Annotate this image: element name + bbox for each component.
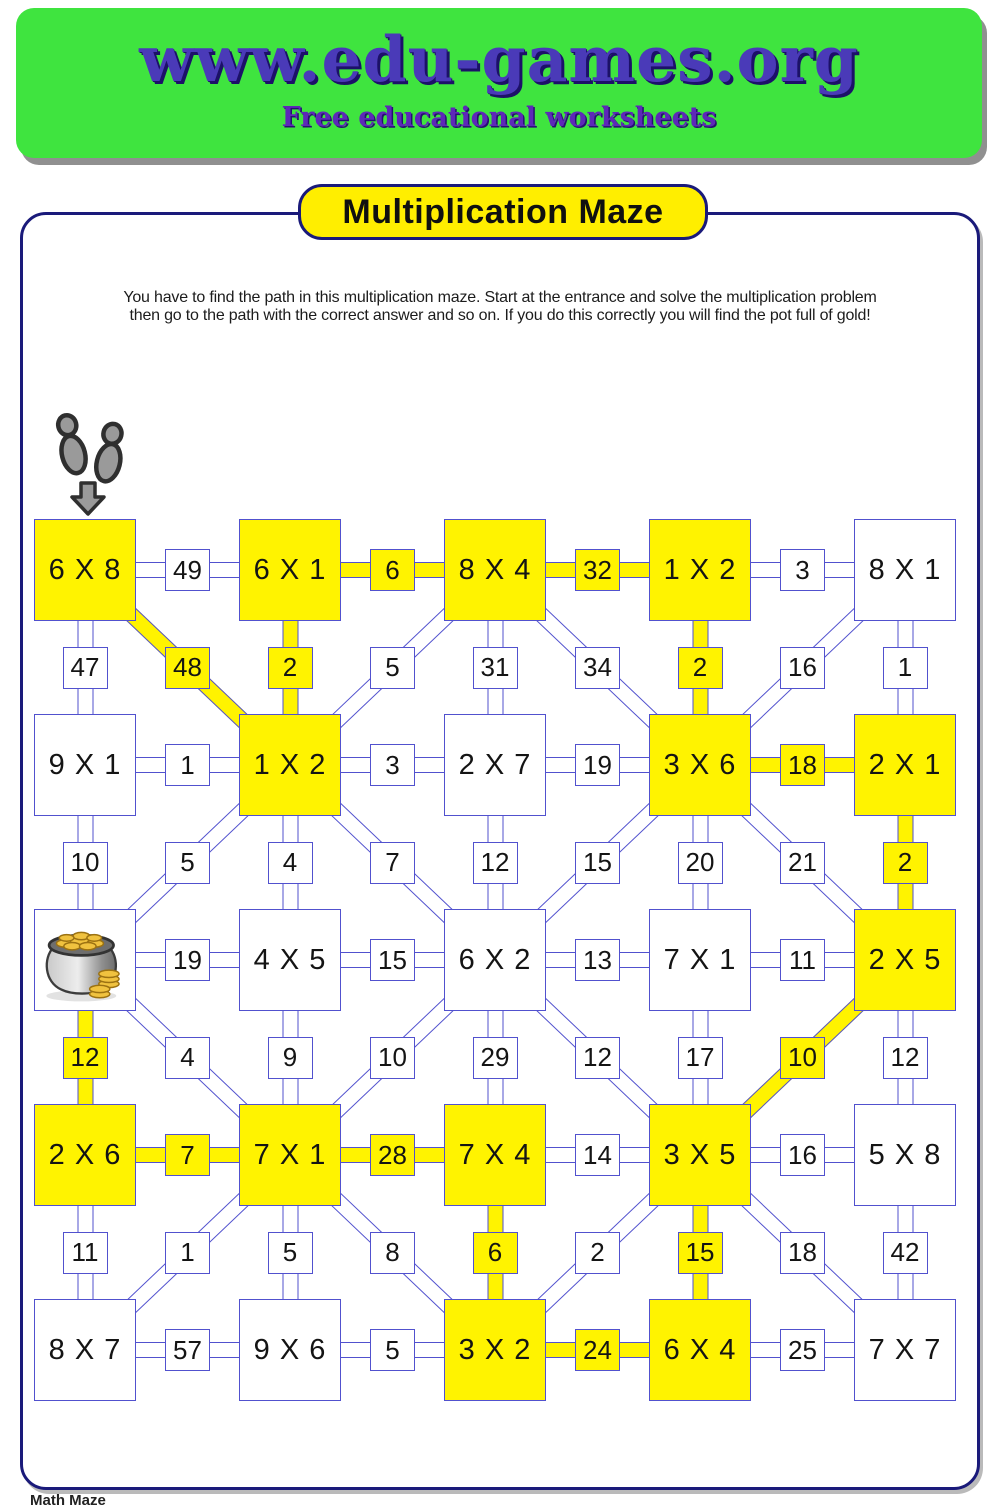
- problem-cell: [239, 1299, 341, 1401]
- answer-cell: [883, 647, 928, 689]
- answer-label: 24: [583, 1334, 612, 1365]
- answer-label: 17: [685, 1042, 715, 1072]
- answer-cell: [165, 842, 210, 884]
- problem-label: 9 X 1: [48, 748, 122, 781]
- answer-label: 6: [385, 554, 400, 585]
- answer-label: 12: [480, 847, 510, 877]
- problem-cell: [444, 714, 546, 816]
- problem-cell: [854, 909, 956, 1011]
- footprints-icon: [55, 408, 135, 484]
- problem-label: 7 X 1: [663, 943, 737, 976]
- answer-label: 5: [385, 1334, 400, 1365]
- answer-label: 1: [180, 1237, 195, 1267]
- answer-cell: [63, 842, 108, 884]
- problem-label: 1 X 2: [663, 553, 737, 586]
- answer-label: 57: [173, 1334, 202, 1365]
- answer-cell: [165, 1232, 210, 1274]
- answer-cell: [575, 549, 620, 591]
- answer-cell: [268, 647, 313, 689]
- answer-cell: [370, 939, 415, 981]
- problem-label: 8 X 4: [458, 553, 532, 586]
- answer-cell: [575, 1232, 620, 1274]
- answer-label: 15: [583, 847, 612, 877]
- problem-label: 6 X 8: [48, 553, 122, 586]
- problem-label: 7 X 1: [253, 1138, 327, 1171]
- answer-cell: [780, 1037, 825, 1079]
- answer-label: 10: [70, 847, 100, 877]
- problem-cell: [239, 519, 341, 621]
- answer-label: 1: [897, 652, 913, 682]
- answer-cell: [780, 842, 825, 884]
- answer-cell: [268, 1232, 313, 1274]
- answer-cell: [473, 842, 518, 884]
- answer-cell: [678, 1232, 723, 1274]
- answer-label: 4: [282, 847, 298, 877]
- answer-label: 48: [173, 652, 202, 682]
- answer-label: 2: [590, 1237, 605, 1267]
- answer-cell: [165, 549, 210, 591]
- answer-cell: [575, 842, 620, 884]
- answer-cell: [575, 1037, 620, 1079]
- problem-cell: [649, 714, 751, 816]
- problem-cell: [649, 519, 751, 621]
- answer-label: 47: [70, 652, 100, 682]
- problem-label: 8 X 1: [868, 553, 942, 586]
- answer-label: 18: [788, 749, 817, 780]
- answer-cell: [165, 939, 210, 981]
- problem-label: 3 X 2: [458, 1333, 532, 1366]
- problem-cell: [854, 519, 956, 621]
- answer-cell: [165, 647, 210, 689]
- problem-cell: [649, 1104, 751, 1206]
- answer-cell: [370, 647, 415, 689]
- answer-cell: [370, 1037, 415, 1079]
- answer-cell: [473, 1232, 518, 1274]
- answer-label: 31: [480, 652, 510, 682]
- problem-cell: [34, 1299, 136, 1401]
- problem-cell: [239, 1104, 341, 1206]
- answer-label: 3: [795, 554, 810, 585]
- answer-label: 29: [480, 1042, 510, 1072]
- answer-label: 16: [788, 652, 817, 682]
- problem-label: 2 X 7: [458, 748, 532, 781]
- answer-cell: [473, 647, 518, 689]
- problem-cell: [34, 714, 136, 816]
- answer-label: 12: [890, 1042, 920, 1072]
- answer-cell: [780, 744, 825, 786]
- problem-label: 7 X 4: [458, 1138, 532, 1171]
- problem-cell: [854, 1104, 956, 1206]
- problem-label: 2 X 5: [868, 943, 942, 976]
- worksheet-title: Multiplication Maze: [342, 192, 664, 231]
- answer-label: 21: [788, 847, 817, 877]
- problem-label: 6 X 2: [458, 943, 532, 976]
- answer-label: 10: [378, 1042, 407, 1072]
- problem-cell: [239, 714, 341, 816]
- answer-cell: [370, 1329, 415, 1371]
- problem-cell: [854, 714, 956, 816]
- answer-cell: [678, 842, 723, 884]
- problem-cell: [444, 909, 546, 1011]
- pot-of-gold-cell: [34, 909, 136, 1011]
- instructions-line-2: then go to the path with the correct answer and so on. If you do this correctly you will find the pot full of gold!: [129, 307, 871, 324]
- answer-cell: [165, 744, 210, 786]
- answer-cell: [370, 1134, 415, 1176]
- answer-cell: [473, 1037, 518, 1079]
- problem-label: 2 X 6: [48, 1138, 122, 1171]
- answer-label: 2: [897, 847, 913, 877]
- answer-cell: [370, 744, 415, 786]
- answer-label: 42: [890, 1237, 920, 1267]
- answer-cell: [575, 939, 620, 981]
- answer-label: 12: [70, 1042, 100, 1072]
- answer-cell: [780, 1329, 825, 1371]
- answer-cell: [883, 1232, 928, 1274]
- answer-cell: [780, 1134, 825, 1176]
- answer-label: 11: [789, 944, 816, 975]
- answer-label: 14: [583, 1139, 612, 1170]
- problem-label: 7 X 7: [868, 1333, 942, 1366]
- problem-cell: [649, 909, 751, 1011]
- answer-label: 7: [385, 847, 400, 877]
- answer-cell: [780, 647, 825, 689]
- problem-label: 4 X 5: [253, 943, 327, 976]
- answer-cell: [780, 1232, 825, 1274]
- site-subtitle: Free educational worksheets: [281, 102, 717, 133]
- answer-label: 18: [788, 1237, 817, 1267]
- footer-label: Math Maze: [30, 1492, 106, 1509]
- answer-label: 6: [487, 1237, 503, 1267]
- answer-cell: [63, 647, 108, 689]
- answer-label: 7: [180, 1139, 195, 1170]
- answer-label: 5: [180, 847, 195, 877]
- answer-cell: [575, 744, 620, 786]
- answer-label: 13: [583, 944, 612, 975]
- down-arrow-icon: [68, 481, 108, 517]
- problem-label: 3 X 5: [663, 1138, 737, 1171]
- answer-label: 19: [173, 944, 202, 975]
- problem-label: 2 X 1: [868, 748, 942, 781]
- answer-cell: [370, 842, 415, 884]
- answer-cell: [165, 1329, 210, 1371]
- answer-label: 8: [385, 1237, 400, 1267]
- site-title: www.edu-games.org: [139, 22, 859, 96]
- problem-cell: [854, 1299, 956, 1401]
- answer-label: 2: [692, 652, 708, 682]
- answer-label: 19: [583, 749, 612, 780]
- problem-label: 9 X 6: [253, 1333, 327, 1366]
- answer-cell: [575, 1134, 620, 1176]
- answer-label: 32: [583, 554, 612, 585]
- answer-cell: [268, 842, 313, 884]
- answer-cell: [63, 1232, 108, 1274]
- answer-label: 11: [71, 1237, 99, 1267]
- answer-label: 20: [685, 847, 715, 877]
- answer-label: 1: [180, 749, 195, 780]
- answer-label: 9: [282, 1042, 298, 1072]
- answer-label: 10: [788, 1042, 817, 1072]
- answer-label: 16: [788, 1139, 817, 1170]
- answer-cell: [63, 1037, 108, 1079]
- pot-of-gold-icon: [39, 914, 131, 1006]
- problem-cell: [444, 519, 546, 621]
- answer-label: 5: [385, 652, 400, 682]
- answer-cell: [678, 1037, 723, 1079]
- answer-cell: [575, 1329, 620, 1371]
- answer-cell: [370, 1232, 415, 1274]
- answer-label: 49: [173, 554, 202, 585]
- problem-cell: [34, 1104, 136, 1206]
- answer-label: 15: [378, 944, 407, 975]
- instructions-line-1: You have to find the path in this multiplication maze. Start at the entrance and solve the multiplication problem: [123, 289, 877, 306]
- answer-cell: [883, 842, 928, 884]
- problem-cell: [444, 1299, 546, 1401]
- answer-cell: [268, 1037, 313, 1079]
- answer-label: 25: [788, 1334, 817, 1365]
- problem-label: 6 X 4: [663, 1333, 737, 1366]
- answer-cell: [780, 939, 825, 981]
- problem-label: 3 X 6: [663, 748, 737, 781]
- answer-cell: [678, 647, 723, 689]
- answer-label: 2: [282, 652, 298, 682]
- problem-label: 6 X 1: [253, 553, 327, 586]
- answer-cell: [575, 647, 620, 689]
- answer-cell: [780, 549, 825, 591]
- problem-cell: [649, 1299, 751, 1401]
- answer-label: 15: [685, 1237, 715, 1267]
- answer-label: 3: [385, 749, 400, 780]
- answer-label: 5: [282, 1237, 298, 1267]
- answer-cell: [883, 1037, 928, 1079]
- worksheet-title-badge: [298, 184, 708, 240]
- problem-label: 5 X 8: [868, 1138, 942, 1171]
- answer-cell: [370, 549, 415, 591]
- answer-cell: [165, 1134, 210, 1176]
- answer-cell: [165, 1037, 210, 1079]
- problem-cell: [34, 519, 136, 621]
- answer-label: 34: [583, 652, 612, 682]
- answer-label: 28: [378, 1139, 407, 1170]
- problem-cell: [239, 909, 341, 1011]
- answer-label: 12: [583, 1042, 612, 1072]
- problem-label: 1 X 2: [253, 748, 327, 781]
- problem-cell: [444, 1104, 546, 1206]
- problem-label: 8 X 7: [48, 1333, 122, 1366]
- answer-label: 4: [180, 1042, 195, 1072]
